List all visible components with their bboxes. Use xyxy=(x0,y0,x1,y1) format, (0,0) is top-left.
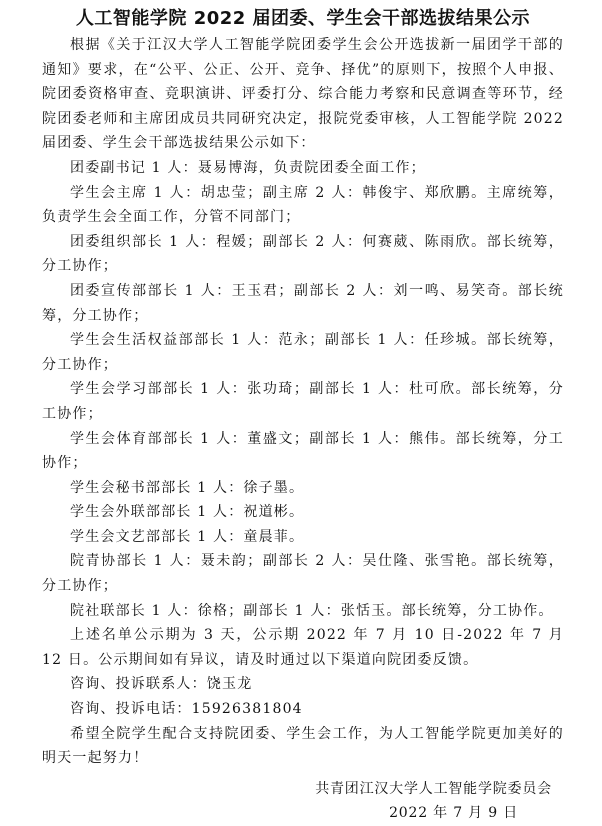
appointment-item: 学生会主席 1 人：胡忠莹；副主席 2 人：韩俊宇、郑欣鹏。主席统筹，负责学生会全面工作，分管不同部门； xyxy=(42,184,564,226)
document-title: 人工智能学院 2022 届团委、学生会干部选拔结果公示 xyxy=(75,8,531,29)
appointment-item: 团委宣传部部长 1 人：王玉君；副部长 2 人：刘一鸣、易笑奇。部长统筹，分工协作； xyxy=(42,282,564,324)
intro-paragraph: 根据《关于江汉大学人工智能学院团委学生会公开选拔新一届团学干部的通知》要求，在“公平、公正、公开、竞争、择优”的原则下，按照个人申报、院团委资格审查、竞职演讲、评委打分、综合能力考察和民意调查等环节，经院团委老师和主席团成员共同研究决定，报院党委审核，人工智能学院 2022 届团委、学生会干部选拔结果公示如下： xyxy=(42,37,564,152)
appointment-item: 学生会生活权益部部长 1 人：范永；副部长 1 人：任珍城。部长统筹，分工协作； xyxy=(42,332,564,373)
appointment-list xyxy=(42,156,564,623)
closing-paragraph: 希望全院学生配合支持院团委、学生会工作，为人工智能学院更加美好的明天一起努力！ xyxy=(42,725,564,767)
appointment-item: 学生会秘书部部长 1 人：徐子墨。 xyxy=(70,479,305,496)
publicity-period-paragraph: 上述名单公示期为 3 天，公示期 2022 年 7 月 10 日-2022 年 7 月 12 日。公示期间如有异议，请及时通过以下渠道向院团委反馈。 xyxy=(42,627,564,668)
appointment-item: 团委组织部长 1 人：程媛；副部长 2 人：何赛葳、陈雨欣。部长统筹，分工协作； xyxy=(42,233,564,275)
signature-organization: 共青团江汉大学人工智能学院委员会 xyxy=(315,780,552,797)
contact-person: 咨询、投诉联系人：饶玉龙 xyxy=(70,676,253,693)
appointment-item: 学生会外联部部长 1 人：祝道彬。 xyxy=(70,504,305,521)
appointment-item: 学生会体育部部长 1 人：董盛文；副部长 1 人：熊伟。部长统筹，分工协作； xyxy=(42,430,564,472)
appointment-item: 院青协部长 1 人：聂未韵；副部长 2 人：吴仕隆、张雪艳。部长统筹，分工协作； xyxy=(42,553,564,595)
appointment-item: 学生会文艺部部长 1 人：童晨菲。 xyxy=(70,528,305,545)
appointment-item: 学生会学习部部长 1 人：张功琦；副部长 1 人：杜可欣。部长统筹，分工协作； xyxy=(42,381,564,422)
appointment-item: 院社联部长 1 人：徐格；副部长 1 人：张恬玉。部长统筹，分工协作。 xyxy=(70,602,554,619)
appointment-item: 团委副书记 1 人：聂易博海，负责院团委全面工作； xyxy=(70,159,426,176)
signature-date: 2022 年 7 月 9 日 xyxy=(389,804,518,821)
contact-phone: 咨询、投诉电话：15926381804 xyxy=(70,701,303,718)
